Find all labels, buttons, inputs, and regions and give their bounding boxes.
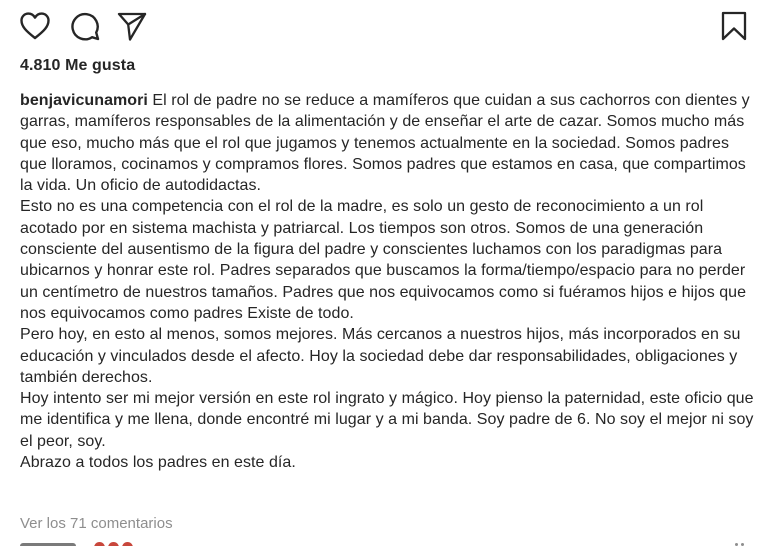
caption-text: El rol de padre no se reduce a mamíferos que cuidan a sus cachorros con dientes y garras, mamíferos responsables de la alimentación y de enseñar el arte de cazar. Somos mucho más que eso, mucho más que el rol que jugamos y tenemos actualmente en la sociedad. Somos padres que lloramos, cocinamos y compramos flores. Somos padres que estamos en casa, que compartimos la vida. Un oficio de autodidactas. Esto no es una competencia con el rol de la madre, es solo un gesto de reconocimiento a un rol acotado por en sistema machista y patriarcal. Los tiempos son otros. Somos de una generación consciente del ausentismo de la figura del padre y conscientes luchamos con los paradigmas para ubicarnos y honrar este rol. Padres separados que buscamos la forma/tiempo/espacio para no perder un centímetro de nuestros tamaños. Padres que nos equivocamos como si fuéramos hijos e hijos que nos equivocamos como padres Existe de todo. Pero hoy, en esto al menos, somos mejores. Más cercanos a nuestros hijos, más incorporados en su educación y vinculados desde el afecto. Hoy la sociedad debe dar responsabilidades, obligaciones y también derechos. Hoy intento ser mi mejor versión en este rol ingrato y mágico. Hoy pienso la paternidad, este oficio que me identifica y me llena, donde encontré mi lugar y a mi banda. Soy padre de 6. No soy el mejor ni soy el peor, soy. Abrazo a todos los padres en este día. [20,92,754,472]
speech-bubble-icon [70,11,100,41]
paper-plane-icon [117,11,147,41]
caption-username[interactable]: benjavicunamori [20,92,148,109]
post-action-bar [0,0,767,52]
heart-outline-icon [20,12,50,40]
share-button[interactable] [114,8,150,44]
save-button[interactable] [716,8,752,44]
likes-count[interactable]: 4.810 Me gusta [20,57,136,74]
heart-emoji-icon [94,542,105,546]
post-caption [20,90,755,473]
bookmark-icon [720,11,748,41]
comment-button[interactable] [67,8,103,44]
next-comment-preview [20,540,200,546]
more-options-icon[interactable] [734,542,746,546]
like-button[interactable] [17,8,53,44]
view-comments-link[interactable]: Ver los 71 comentarios [20,515,173,532]
heart-emoji-icon [108,542,119,546]
heart-emoji-icon [122,542,133,546]
